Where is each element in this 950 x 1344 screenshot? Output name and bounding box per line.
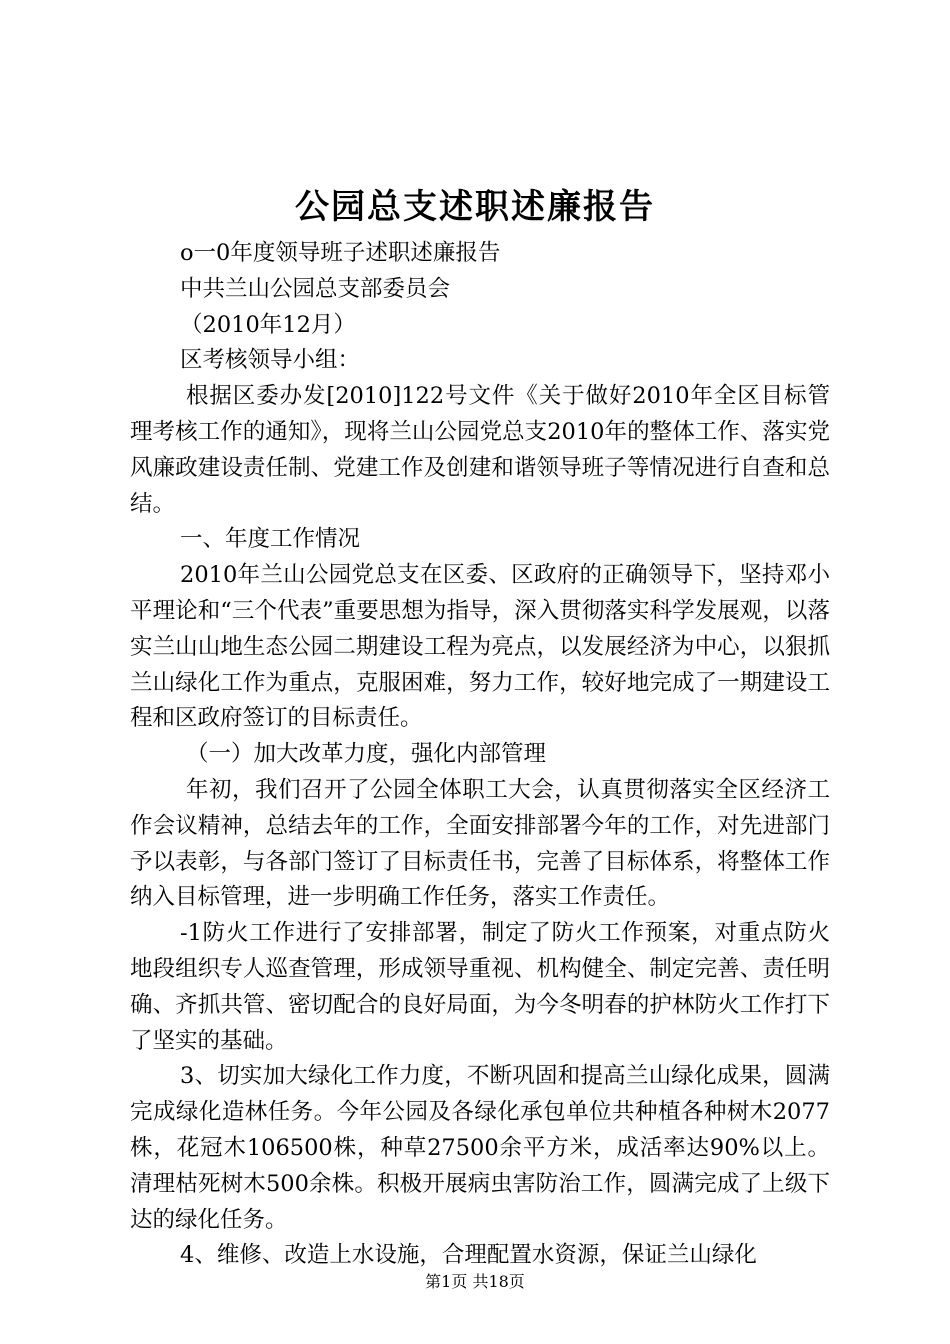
- body-paragraph: -1防火工作进行了安排部署，制定了防火工作预案，对重点防火地段组织专人巡查管理，形成领导重视、机构健全、制定完善、责任明确、齐抓共管、密切配合的良好局面，为今冬明春的护林防火工作打下了坚实的基础。: [130, 920, 830, 1054]
- body-paragraph: 4、维修、改造上水设施，合理配置水资源，保证兰山绿化: [180, 1242, 757, 1269]
- report-organization: 中共兰山公园总支部委员会: [180, 275, 451, 302]
- document-body: [130, 236, 830, 1274]
- page-footer: 第1页 共18页: [425, 1272, 525, 1291]
- document-title: 公园总支述职述廉报告: [295, 187, 655, 227]
- section-heading: 一、年度工作情况: [180, 526, 361, 553]
- report-addressee: 区考核领导小组：: [180, 347, 361, 374]
- body-paragraph: 3、切实加大绿化工作力度，不断巩固和提高兰山绿化成果，圆满完成绿化造林任务。今年公园及各绿化承包单位共种植各种树木2077株，花冠木106500株，种草27500余平方米，成活率达90%以上。清理枯死树木500余株。积极开展病虫害防治工作，圆满完成了上级下达的绿化任务。: [130, 1063, 830, 1233]
- body-paragraph: 2010年兰山公园党总支在区委、区政府的正确领导下，坚持邓小平理论和“三个代表”重要思想为指导，深入贯彻落实科学发展观，以落实兰山山地生态公园二期建设工程为亮点，以发展经济为中心，以狠抓兰山绿化工作为重点，克服困难，努力工作，较好地完成了一期建设工程和区政府签订的目标责任。: [130, 562, 830, 732]
- subsection-heading: （一）加大改革力度，强化内部管理: [186, 741, 547, 768]
- body-paragraph: 根据区委办发[2010]122号文件《关于做好2010年全区目标管理考核工作的通知》，现将兰山公园党总支2010年的整体工作、落实党风廉政建设责任制、党建工作及创建和谐领导班子等情况进行自查和总结。: [130, 383, 830, 517]
- report-subtitle: o一0年度领导班子述职述廉报告: [180, 240, 501, 266]
- report-date: （2010年12月）: [180, 311, 356, 338]
- body-paragraph: 年初，我们召开了公园全体职工大会，认真贯彻落实全区经济工作会议精神，总结去年的工作，全面安排部署今年的工作，对先进部门予以表彰，与各部门签订了目标责任书，完善了目标体系，将整体工作纳入目标管理，进一步明确工作任务，落实工作责任。: [130, 776, 830, 911]
